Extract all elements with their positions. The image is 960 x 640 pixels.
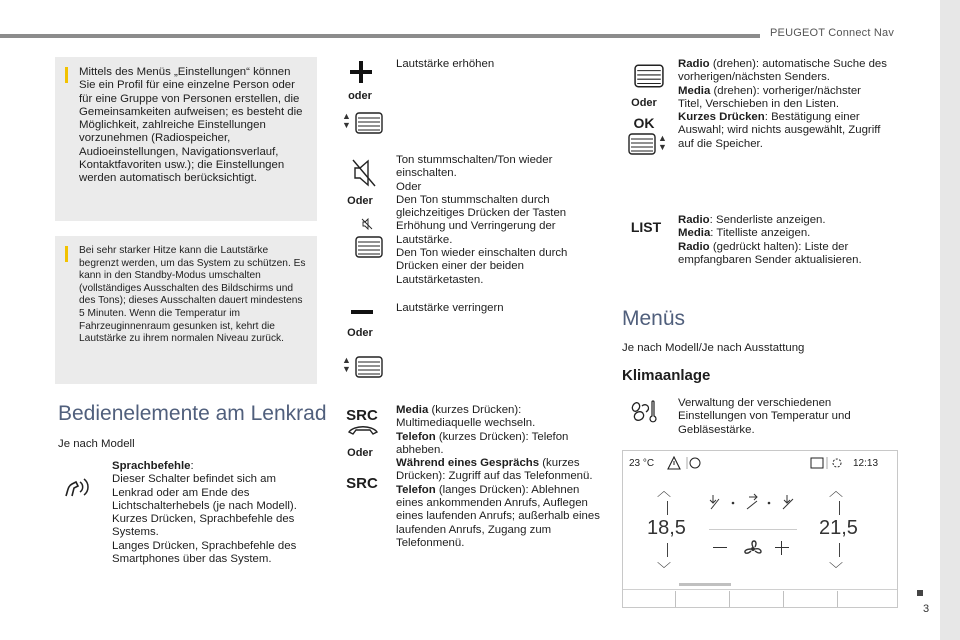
- oder-label: Oder: [347, 195, 373, 207]
- fan-speed-icon: [739, 537, 767, 561]
- left-temp-tick: [667, 543, 668, 557]
- note-text: Mittels des Menüs „Einstellungen“ können Sie ein Profil für eine einzelne Person oder für eine Gruppe von Personen erstellen, die Gemeinsamkeiten aufweisen; es besteht die Möglichkeit, zahlreiche Einstellungen vorzunehmen (Radiospeicher, Audioeinstellungen, Navigationsverlauf, Kontaktfavoriten usw.); die Einstellungen werden automatisch berücksichtigt.: [79, 66, 303, 185]
- divider: [709, 529, 797, 530]
- src-call-b: Während eines Gesprächs: [396, 457, 540, 470]
- list-media-t: : Titelliste anzeigen.: [710, 227, 811, 240]
- list-radio2-b: Radio: [678, 240, 710, 253]
- up-down-arrows-icon: ▲ ▼: [342, 111, 351, 130]
- oder-label: Oder: [347, 327, 373, 339]
- mute-text: Ton stummschalten/Ton wieder einschalten. Oder Den Ton stummschalten durch gleichzeitiges Drücken der Tasten Erhöhung und Verringerung der Lautstärke. Den Ton wieder einschalten durch Drücken einer der beiden Lautstärketasten.: [396, 154, 568, 286]
- up-down-arrows-icon: ▲ ▼: [658, 133, 667, 152]
- oder-label: Oder: [347, 447, 373, 459]
- voice-command-icon: [62, 474, 96, 500]
- src-tel2-t: (langes Drücken): Ablehnen eines ankommenden Anrufs, Auflegen eines laufenden Anrufs; außerhalb eines laufenden Anrufs, Zugang zum Telefonmenü.: [396, 483, 600, 549]
- src-tel2-b: Telefon: [396, 483, 436, 496]
- list-media-b: Media: [678, 227, 711, 240]
- right-temp-tick: [839, 543, 840, 557]
- menus-intro: Je nach Modell/Je nach Ausstattung: [622, 342, 805, 354]
- airflow-modes-icon[interactable]: [707, 491, 817, 513]
- thumbwheel-icon: [355, 356, 383, 378]
- right-temp-down-chevron[interactable]: ﹀: [829, 561, 843, 577]
- klima-text: Verwaltung der verschiedenen Einstellungen von Temperatur und Gebläsestärke.: [678, 397, 851, 436]
- voice-title: Sprachbefehle: [112, 460, 191, 472]
- src-label: SRC: [346, 475, 378, 492]
- vol-down-text: Lautstärke verringern: [396, 302, 504, 314]
- list-description: [678, 214, 888, 267]
- fan-increase-icon-v[interactable]: [781, 541, 782, 555]
- up-down-arrows-icon: ▲ ▼: [342, 355, 351, 374]
- list-label: LIST: [630, 219, 662, 235]
- plus-icon: [347, 58, 375, 86]
- src-tel-b: Telefon: [396, 430, 436, 443]
- src-media-t: (kurzes Drücken): Multimediaquelle wechseln.: [396, 404, 536, 430]
- page-indicator: [679, 583, 731, 586]
- info-bar-icon: [65, 246, 68, 262]
- section-heading-menus: Menüs: [622, 307, 686, 330]
- left-temp-tick: [667, 501, 668, 515]
- warning-icons: [667, 456, 701, 470]
- oder-label: Oder: [631, 97, 657, 109]
- left-temperature: 18,5: [647, 517, 686, 539]
- src-call-t: (kurzes Drücken): Zugriff auf das Telefonmenü.: [396, 457, 593, 483]
- list-radio-b: Radio: [678, 214, 710, 226]
- fan-increase-icon-h[interactable]: [775, 547, 789, 548]
- bottom-bar-divider: [623, 589, 897, 590]
- right-temp-tick: [839, 501, 840, 515]
- info-note-heat: [55, 236, 317, 384]
- right-temperature: 21,5: [819, 517, 858, 539]
- radio-short-b: Kurzes Drücken: [678, 111, 765, 124]
- thumbwheel-icon: [355, 112, 383, 134]
- radio-media-b: Media: [678, 84, 711, 97]
- page-edge-tab: [940, 0, 960, 640]
- voice-text: : Dieser Schalter befindet sich am Lenkrad oder am Ende des Lichtschalterhebels (je nach Modell). Kurzes Drücken, Sprachbefehle des Systems. Langes Drücken, Sprachbefehle des Smartphones über das System.: [112, 460, 297, 566]
- radio-t: (drehen): automatische Suche des vorherigen/nächsten Senders.: [678, 58, 887, 84]
- phone-handset-icon: [346, 424, 380, 436]
- climate-fan-icon: [628, 398, 664, 426]
- clock: 12:13: [853, 458, 879, 469]
- lenkrad-intro: Je nach Modell: [58, 438, 135, 450]
- src-media-b: Media: [396, 404, 429, 416]
- note-text: Bei sehr starker Hitze kann die Lautstärke begrenzt werden, um das System zu schützen. Es kann in den Standby-Modus umschalten (vollständiges Ausschalten des Bildschirms und des Tons); dieses Ausschalten dauert mindestens 5 Minuten. Wenn die Temperatur im Fahrzeuginnenraum gesunken ist, kehrt die Lautstärke zu ihrem normalen Niveau zurück.: [79, 245, 306, 345]
- radio-description: [678, 58, 888, 151]
- thumbwheel-icon: [634, 64, 664, 88]
- ok-label: OK: [633, 115, 655, 131]
- list-radio-t: : Senderliste anzeigen.: [709, 214, 826, 226]
- bottom-separator: [783, 591, 784, 607]
- end-marker: [917, 590, 923, 596]
- bottom-separator: [837, 591, 838, 607]
- status-icons: [809, 456, 847, 470]
- page-number: 3: [923, 603, 930, 615]
- minus-icon: [349, 308, 375, 316]
- outside-temperature: 23 °C: [629, 458, 655, 469]
- climate-screen: [622, 450, 898, 608]
- thumbwheel-icon: [355, 236, 383, 258]
- src-description: [396, 404, 600, 550]
- oder-label: oder: [348, 90, 372, 102]
- src-tel-t: (kurzes Drücken): Telefon abheben.: [396, 430, 569, 456]
- right-temp-up-chevron[interactable]: ︿: [829, 483, 843, 499]
- mute-small-icon: [361, 218, 373, 230]
- voice-description: [112, 460, 318, 566]
- top-rule: [0, 34, 760, 38]
- radio-short-t: : Bestätigung einer Auswahl; wird nichts ausgewählt, Zugriff auf die Speicher.: [678, 111, 881, 150]
- info-bar-icon: [65, 67, 68, 83]
- thumbwheel-icon: [628, 133, 656, 155]
- klima-heading: Klimaanlage: [622, 367, 711, 384]
- src-label: SRC: [346, 407, 378, 424]
- bottom-separator: [675, 591, 676, 607]
- bottom-separator: [729, 591, 730, 607]
- left-temp-up-chevron[interactable]: ︿: [657, 483, 671, 499]
- left-temp-down-chevron[interactable]: ﹀: [657, 561, 671, 577]
- vol-up-text: Lautstärke erhöhen: [396, 58, 495, 70]
- section-heading-lenkrad: Bedienelemente am Lenkrad: [58, 402, 327, 425]
- info-note-profiles: [55, 57, 317, 221]
- fan-decrease-icon[interactable]: [713, 547, 727, 548]
- radio-media-t: (drehen): vorheriger/nächster Titel, Verschieben in den Listen.: [678, 84, 861, 110]
- mute-speaker-icon: [351, 158, 377, 188]
- running-header: PEUGEOT Connect Nav: [770, 27, 895, 39]
- list-radio2-t: (gedrückt halten): Liste der empfangbaren Sender aktualisieren.: [678, 240, 862, 266]
- radio-b: Radio: [678, 58, 710, 70]
